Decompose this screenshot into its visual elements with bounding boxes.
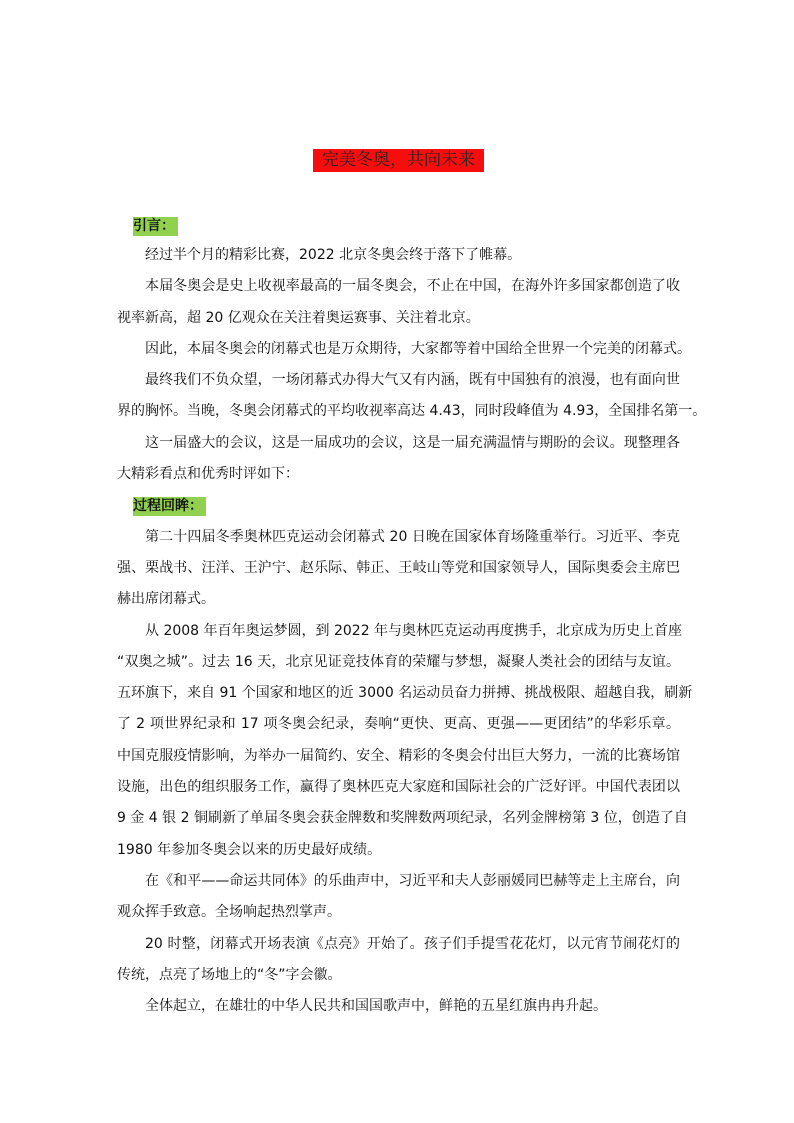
paragraph-line: 在《和平——命运共同体》的乐曲声中，习近平和夫人彭丽媛同巴赫等走上主席台，向 [145, 872, 680, 889]
paragraph [117, 991, 680, 1022]
paragraph-line: 20 时整，闭幕式开场表演《点亮》开始了。孩子们手提雪花花灯，以元宵节闹花灯的 [145, 935, 680, 952]
paragraph-line: 因此，本届冬奥会的闭幕式也是万众期待，大家都等着中国给全世界一个完美的闭幕式。 [145, 340, 691, 357]
paragraph-line: 视率新高，超 20 亿观众在关注着奥运赛事、关注着北京。 [117, 309, 480, 326]
paragraph-line: 强、栗战书、汪洋、王沪宁、赵乐际、韩正、王岐山等党和国家领导人，国际奥委会主席巴 [117, 559, 680, 576]
paragraph [117, 428, 680, 491]
paragraph-line: 1980 年参加冬奥会以来的历史最好成绩。 [117, 841, 382, 858]
paragraph-line: 第二十四届冬季奥林匹克运动会闭幕式 20 日晚在国家体育场隆重举行。习近平、李克 [145, 528, 680, 545]
paragraph-line: 9 金 4 银 2 铜刷新了单届冬奥会获金牌数和奖牌数两项纪录，名列金牌榜第 3 位，创造了自 [117, 810, 688, 827]
paragraph-line: 从 2008 年百年奥运梦圆，到 2022 年与奥林匹克运动再度携手，北京成为历史上首座 [145, 622, 683, 639]
paragraph [117, 334, 691, 365]
paragraph-line: 最终我们不负众望，一场闭幕式办得大气又有内涵，既有中国独有的浪漫，也有面向世 [145, 372, 680, 389]
paragraph-line: 全体起立，在雄壮的中华人民共和国国歌声中，鲜艳的五星红旗冉冉升起。 [145, 998, 607, 1015]
section-heading-intro: 引言： [133, 217, 178, 236]
paragraph-line: 经过半个月的精彩比赛，2022 北京冬奥会终于落下了帷幕。 [145, 247, 522, 263]
paragraph [117, 929, 680, 992]
paragraph-line: 大精彩看点和优秀时评如下： [117, 466, 299, 483]
paragraph-line: 界的胸怀。当晚，冬奥会闭幕式的平均收视率高达 4.43，同时段峰值为 4.93，全国排名第一。 [117, 403, 707, 420]
document-body [117, 240, 707, 1022]
paragraph-line: 设施，出色的组织服务工作，赢得了奥林匹克大家庭和国际社会的广泛好评。中国代表团以 [117, 779, 680, 796]
paragraph-line: 这一届盛大的会议，这是一届成功的会议，这是一届充满温情与期盼的会议。现整理各 [145, 434, 680, 451]
section-heading-review: 过程回眸： [133, 497, 206, 516]
paragraph-line: “双奥之城”。过去 16 天，北京见证竞技体育的荣耀与梦想，凝聚人类社会的团结与友谊。 [117, 653, 680, 670]
paragraph [117, 616, 693, 866]
paragraph-line: 中国克服疫情影响，为举办一届简约、安全、精彩的冬奥会付出巨大努力，一流的比赛场馆 [117, 747, 680, 764]
paragraph-line: 了 2 项世界纪录和 17 项冬奥会纪录，奏响“更快、更高、更强——更团结”的华彩乐章。 [117, 716, 680, 733]
heading-spacer [117, 490, 680, 521]
document-title: 完美冬奥，共向未来 [313, 149, 484, 172]
paragraph-line: 五环旗下，来自 91 个国家和地区的近 3000 名运动员奋力拼搏、挑战极限、超越自我，刷新 [117, 685, 693, 702]
paragraph [117, 240, 680, 271]
paragraph-line: 赫出席闭幕式。 [117, 591, 215, 608]
paragraph [117, 365, 707, 428]
paragraph-line: 观众挥手致意。全场响起热烈掌声。 [117, 904, 341, 921]
paragraph [117, 866, 680, 929]
paragraph-line: 本届冬奥会是史上收视率最高的一届冬奥会，不止在中国，在海外许多国家都创造了收 [145, 278, 680, 295]
paragraph-line: 传统，点亮了场地上的“冬”字会徽。 [117, 966, 342, 983]
paragraph [117, 271, 680, 334]
paragraph [117, 522, 680, 616]
